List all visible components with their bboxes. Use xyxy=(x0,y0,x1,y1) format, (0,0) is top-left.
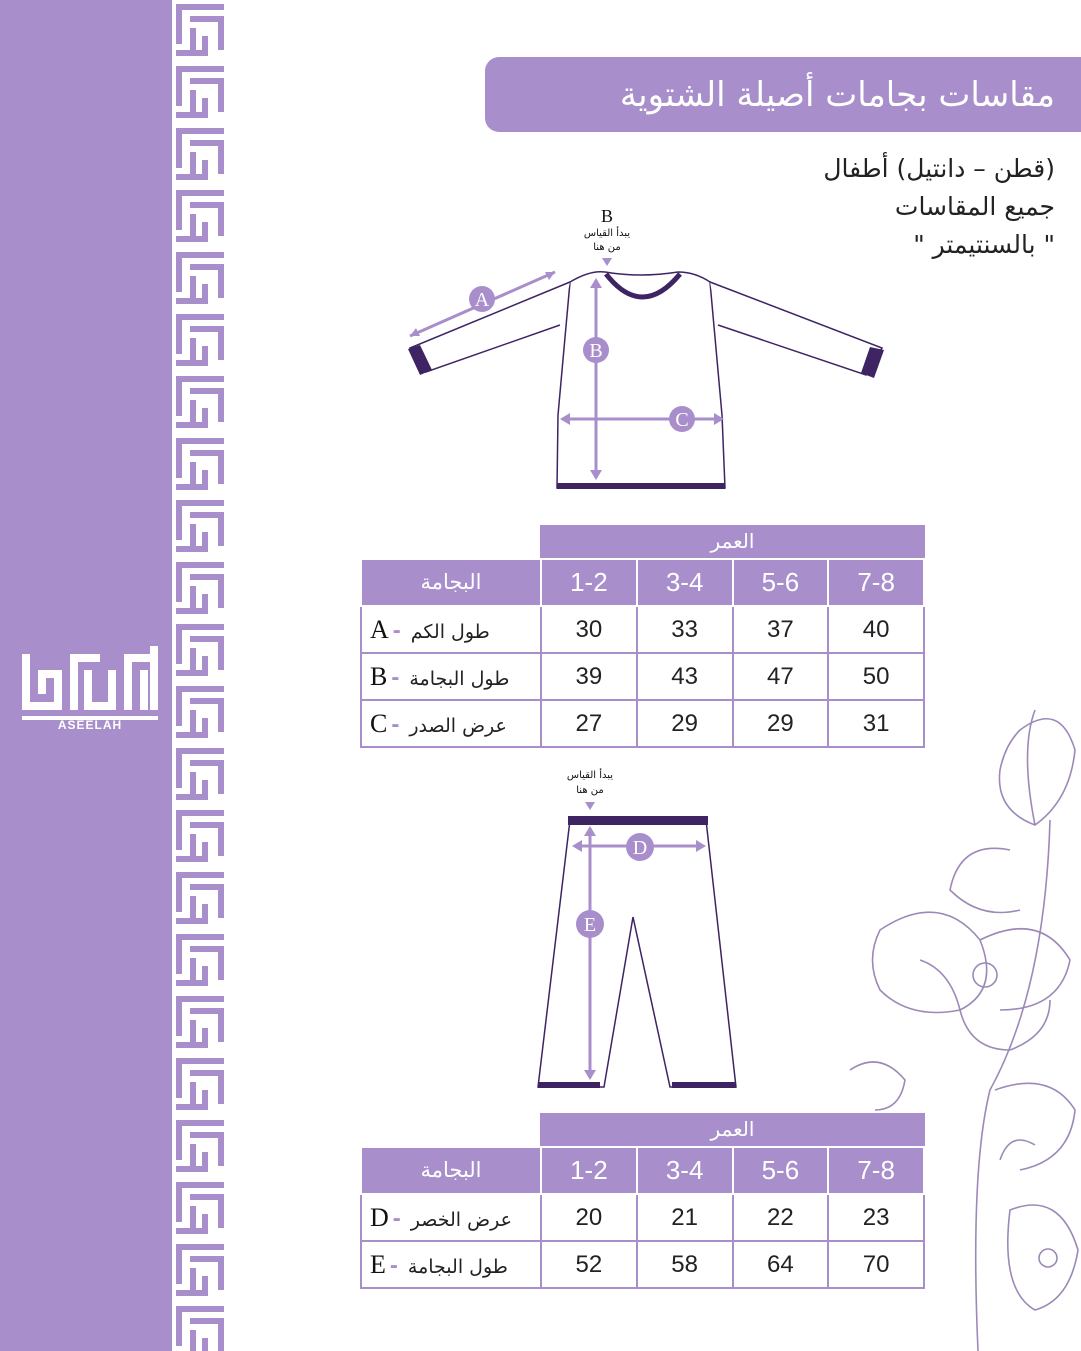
page-title: مقاسات بجامات أصيلة الشتوية xyxy=(619,74,1055,115)
start-pointer-icon xyxy=(585,802,595,810)
shirt-right-sleeve xyxy=(710,282,882,375)
age-col-2: 3-4 xyxy=(637,1147,733,1194)
age-col-4: 7-8 xyxy=(828,1147,924,1194)
table-cell: 29 xyxy=(733,700,829,747)
brand-sidebar xyxy=(0,0,228,1351)
pants-left-hem xyxy=(538,1082,600,1088)
table-header-row xyxy=(361,559,924,606)
svg-text:C: C xyxy=(675,409,689,431)
age-col-2: 3-4 xyxy=(637,559,733,606)
title-banner xyxy=(485,57,1081,132)
table-cell: 30 xyxy=(541,606,637,653)
table-cell: 64 xyxy=(733,1241,829,1288)
table-cell: 20 xyxy=(541,1194,637,1241)
table-cell: 40 xyxy=(828,606,924,653)
pants-right-hem xyxy=(672,1082,736,1088)
age-header: العمر xyxy=(540,1113,925,1146)
age-col-1: 1-2 xyxy=(541,1147,637,1194)
table-cell: 43 xyxy=(637,653,733,700)
pants-diagram xyxy=(520,762,750,1097)
table-cell: 58 xyxy=(637,1241,733,1288)
table-cell: 33 xyxy=(637,606,733,653)
pants-start-note-1: يبدأ القياس xyxy=(566,770,614,781)
magnolia-flowers-decoration xyxy=(820,690,1081,1351)
shirt-diagram xyxy=(400,200,900,500)
label-header: البجامة xyxy=(361,1147,541,1194)
start-pointer-icon xyxy=(602,258,612,266)
brand-name: ASEELAH xyxy=(57,718,123,732)
label-header: البجامة xyxy=(361,559,541,606)
table-cell: 52 xyxy=(541,1241,637,1288)
row-label: B - طول البجامة xyxy=(361,653,541,700)
svg-text:D: D xyxy=(632,837,648,859)
shirt-body-shape xyxy=(557,272,725,488)
row-label: C - عرض الصدر xyxy=(361,700,541,747)
subtitle-line-unit: " بالسنتيمتر " xyxy=(913,230,1055,259)
svg-text:B: B xyxy=(589,340,603,362)
table-cell: 23 xyxy=(828,1194,924,1241)
table-cell: 27 xyxy=(541,700,637,747)
age-col-1: 1-2 xyxy=(541,559,637,606)
subtitle-line-sizes: جميع المقاسات xyxy=(894,192,1055,221)
shirt-start-note-1: يبدأ القياس xyxy=(583,228,631,239)
row-label: D - عرض الخصر xyxy=(361,1194,541,1241)
age-col-4: 7-8 xyxy=(828,559,924,606)
kufic-pattern-border xyxy=(172,0,228,1351)
table-cell: 50 xyxy=(828,653,924,700)
table-cell: 47 xyxy=(733,653,829,700)
table-cell: 31 xyxy=(828,700,924,747)
table-cell: 37 xyxy=(733,606,829,653)
table-cell: 39 xyxy=(541,653,637,700)
table-cell: 70 xyxy=(828,1241,924,1288)
table-cell: 21 xyxy=(637,1194,733,1241)
row-label: E - طول البجامة xyxy=(361,1241,541,1288)
svg-text:A: A xyxy=(474,289,490,311)
shirt-start-letter: B xyxy=(600,206,614,226)
age-col-3: 5-6 xyxy=(733,559,829,606)
age-header: العمر xyxy=(540,525,925,558)
table-cell: 29 xyxy=(637,700,733,747)
shirt-start-note-2: من هنا xyxy=(593,242,621,253)
shirt-hem xyxy=(557,483,725,489)
row-label: A - طول الكم xyxy=(361,606,541,653)
svg-text:E: E xyxy=(583,914,597,936)
table-row xyxy=(361,606,924,653)
age-col-3: 5-6 xyxy=(733,1147,829,1194)
table-cell: 22 xyxy=(733,1194,829,1241)
subtitle-line-fabric: (قطن – دانتيل) أطفال xyxy=(823,154,1055,183)
pants-start-note-2: من هنا xyxy=(576,785,604,796)
pants-waistband xyxy=(568,816,708,825)
